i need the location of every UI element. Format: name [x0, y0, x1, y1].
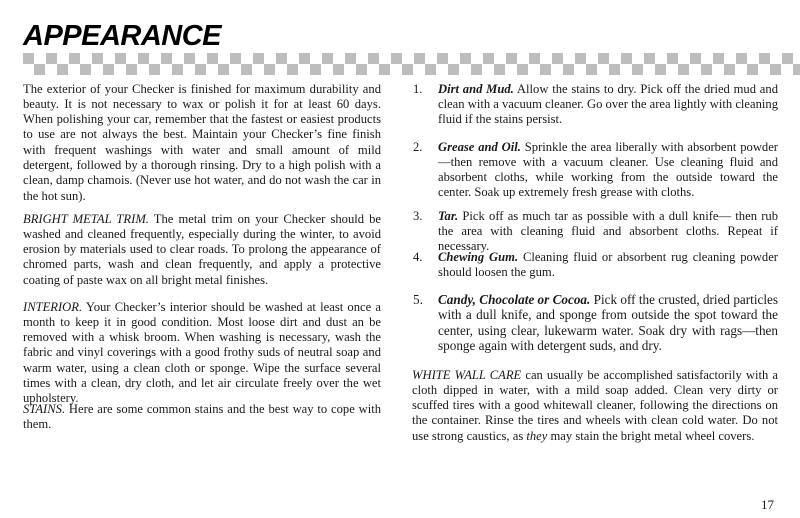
- page-title: APPEARANCE: [23, 20, 222, 52]
- white-wall-care-paragraph: [412, 368, 778, 444]
- section-heading: WHITE WALL CARE: [412, 367, 522, 382]
- stain-item: [413, 292, 778, 354]
- item-text: Pick off the crusted, dried particles with a dull knife, and sponge from outside the spot toward the center, using clear, lukewarm water. Soak dry with rags—then sponge again with detergent suds, and dry.: [438, 292, 778, 354]
- page-number: 17: [761, 497, 774, 512]
- item-text: Cleaning fluid or absorbent rug cleaning powder should loosen the gum.: [438, 249, 778, 279]
- intro-paragraph: [23, 82, 381, 204]
- stain-item: [413, 139, 778, 201]
- section-text: The metal trim on your Checker should be washed and cleaned frequently, especially during the winter, to avoid erosion by materials used to clear roads. To prolong the appearance of chromed parts, wash and clean frequently, and apply a protective coating of paste wax on all bright metal finishes.: [23, 211, 381, 287]
- item-number: 3.: [413, 208, 423, 223]
- item-text: Allow the stains to dry. Pick off the dried mud and clean with a vacuum cleaner. Go over the area lightly with cleaning fluid if the stains persist.: [438, 81, 778, 127]
- checkered-divider: [23, 53, 800, 75]
- intro-text: The exterior of your Checker is finished for maximum durability and beauty. It is not necessary to wax or polish it for at least 60 days. When polishing your car, remember that the fastest or easiest products to use are not always the best. Maintain your Checker’s fine finish with frequent washings with water and small amount of mild detergent, followed by a thorough rinsing. Dry to a high polish with a clean, damp chamois. (Never use hot water, and do not wash the car in the hot sun).: [23, 81, 381, 203]
- section-heading: STAINS.: [23, 401, 66, 416]
- section-text: Here are some common stains and the best way to cope with them.: [23, 401, 381, 431]
- section-heading: BRIGHT METAL TRIM.: [23, 211, 149, 226]
- item-number: 5.: [413, 292, 423, 308]
- item-text: Pick off as much tar as possible with a dull knife— then rub the area with cleaning fluid and absorbent cloths. Repeat if necessary.: [438, 208, 778, 254]
- item-heading: Tar.: [438, 208, 459, 223]
- stains-paragraph: [23, 402, 381, 433]
- emphasis-text: they: [526, 428, 548, 443]
- item-number: 4.: [413, 249, 423, 264]
- section-text: may stain the bright metal wheel covers.: [547, 428, 755, 443]
- interior-paragraph: [23, 300, 381, 407]
- item-heading: Chewing Gum.: [438, 249, 519, 264]
- item-heading: Dirt and Mud.: [438, 81, 514, 96]
- section-text: can usually be accomplished satisfactorily with a cloth dipped in water, with a mild soap added. Clean very dirty or scuffed tires with a good whitewall cleaner, following the directions on the container. Rinse the tires and wheels with clean cold water. Do not use strong caustics, as: [412, 367, 778, 443]
- item-heading: Grease and Oil.: [438, 139, 521, 154]
- bright-metal-trim-paragraph: [23, 212, 381, 288]
- section-text: Your Checker’s interior should be washed at least once a month to keep it in good condition. Most loose dirt and dust an be removed with a whisk broom. When washing is necessary, wash the fabric and vinyl coverings with a good frothy suds of neutral soap and warm water, using a clean cloth or sponge. Wipe the surface several times with a clean, dry cloth, and let air circulate freely over the wet upholstery.: [23, 299, 381, 406]
- stain-item: [413, 208, 778, 255]
- item-number: 1.: [413, 81, 423, 96]
- item-number: 2.: [413, 139, 423, 154]
- section-heading: INTERIOR.: [23, 299, 83, 314]
- item-heading: Candy, Chocolate or Cocoa.: [438, 292, 591, 308]
- stain-item: [413, 81, 778, 128]
- stain-item: [413, 249, 778, 281]
- item-text: Sprinkle the area liberally with absorbent powder—then remove with a vacuum cleaner. Use cleaning fluid and absorbent cloths, while working from the outside toward the center. Soak up extremely fresh grease with cloths.: [438, 139, 778, 200]
